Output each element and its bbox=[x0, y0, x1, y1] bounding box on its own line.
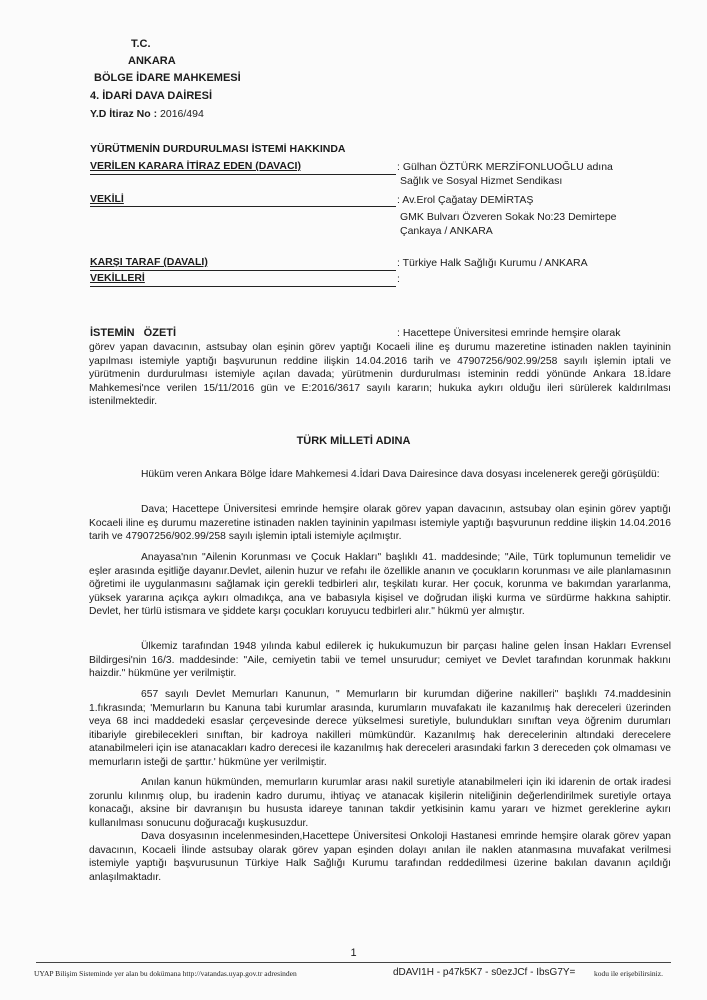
plaintiff-value: : Gülhan ÖZTÜRK MERZİFONLUOĞLU adına bbox=[397, 161, 613, 173]
defendant-attorneys-rule bbox=[90, 286, 396, 287]
defendant-attorneys-label: VEKİLLERİ bbox=[90, 272, 145, 284]
file-number bbox=[90, 108, 204, 120]
defendant-value: : Türkiye Halk Sağlığı Kurumu / ANKARA bbox=[397, 257, 588, 269]
attorney-value: : Av.Erol Çağatay DEMİRTAŞ bbox=[397, 194, 534, 206]
footer-code: dDAVI1H - p47k5K7 - s0ezJCf - IbsG7Y= bbox=[393, 967, 576, 978]
paragraph-3: Anayasa'nın "Ailenin Korunması ve Çocuk Hakları" başlıklı 41. maddesinde; "Aile, Türk toplumunun temelidir ve eşler arasında eşitliğe dayanır.Devlet, ailenin huzur ve refahı ile özellikle ananın ve çocukların korunması ve aile planlamasının öğretimi ile uygulanmasını sağlamak için gerekli tedbirleri alır, teşkilatı kurar. Her çocuk, korunma ve bakımdan yararlanma, yüksek yararına açıkça aykırı olmadıkça, ana ve babasıyla kişisel ve doğrudan ilişki kurma ve sürdürme hakkına sahiptir. Devlet, her türlü istismara ve şiddete karşı çocukları koruyucu tedbirleri alır." hükmü yer almıştır. bbox=[89, 552, 671, 617]
court-name: BÖLGE İDARE MAHKEMESİ bbox=[94, 72, 241, 84]
paragraph-1: Hüküm veren Ankara Bölge İdare Mahkemesi 4.İdari Dava Dairesince dava dosyası incelenerek gereği görüşüldü: bbox=[141, 469, 660, 480]
paragraph-6: Anılan kanun hükmünden, memurların kurumlar arası nakil suretiyle atanabilmeleri için iki idarenin de ortak iradesi zorunlu kılınmış olup, bu iradenin kadro durumu, ihtiyaç ve atanacak kişilerin niteliğinin değerlendirilmek suretiyle ortaya konacağı, aksine bir davranışın bu hususta idareye tanınan takdir yetkisinin kamu yararı ve hizmet gereklerine aykırı kullanılması sonucunu doğuracağı kuşkusuzdur. bbox=[89, 777, 671, 829]
plaintiff-value-line2: Sağlık ve Sosyal Hizmet Sendikası bbox=[400, 175, 563, 187]
plaintiff-rule bbox=[90, 174, 396, 175]
paragraph-5: 657 sayılı Devlet Memurları Kanunun, " Memurların bir kurumdan diğerine nakilleri" başlıklı 74.maddesinin 1.fıkrasında; 'Memurların bu Kanuna tabi kurumlar arasında, kurumların muvafakatı ile kazanılmış hak dereceleri üzerinden veya 68 inci maddedeki esaslar çerçevesinde derece yükselmesi suretiyle, bulundukları sınıftan veya öğrenim durumları itibariyle girebilecekleri sınıftan, bir kadroya nakilleri mümkündür. Kazanılmış hak derecelerinin altındaki derecelere atanabilmeleri için ise atanacakları kadro derecesi ile kazanılmış hak dereceleri arasındaki farkın 3 dereceden çok olmaması ve memurların isteği de şarttır.' hükmüne yer verilmiştir. bbox=[89, 689, 671, 768]
paragraph-7: Dava dosyasının incelenmesinden,Hacettepe Üniversitesi Onkoloji Hastanesi emrinde hemşire olarak görev yapan davacının, Kocaeli İlinde astsubay olarak görev yapan eşinden dolayı anılan ile naklen atanmasına muvafakat verilmesi istemiyle yaptığı başvurusunun Türkiye Halk Sağlığı Kurumu tarafından reddedilmesi üzerine bakılan davanın açıldığı anlaşılmaktadır. bbox=[89, 831, 671, 883]
page-number: 1 bbox=[350, 947, 357, 959]
file-number-label: Y.D İtiraz No : bbox=[90, 108, 158, 120]
defendant-rule bbox=[90, 270, 396, 271]
nation-heading: TÜRK MİLLETİ ADINA bbox=[296, 435, 411, 447]
paragraph-4: Ülkemiz tarafından 1948 yılında kabul edilerek iç hukukumuzun bir parçası haline gelen İnsan Hakları Evrensel Bildirgesi'nin 16/3. maddesinde: "Aile, cemiyetin tabii ve temel unsurudur; cemiyet ve Devlet tarafından korunmak hakkını haizdir." hükmüne yer verilmiştir. bbox=[89, 641, 671, 679]
objection-title-line2: VERİLEN KARARA İTİRAZ EDEN (DAVACI) bbox=[90, 160, 301, 172]
attorney-address-line1: GMK Bulvarı Özveren Sokak No:23 Demirtepe bbox=[400, 211, 617, 223]
summary-label: İSTEMİN ÖZETİ bbox=[90, 327, 177, 339]
defendant-attorneys-value: : bbox=[397, 273, 400, 285]
attorney-address-line2: Çankaya / ANKARA bbox=[400, 225, 493, 237]
attorney-label: VEKİLİ bbox=[90, 193, 124, 205]
footer-rule bbox=[36, 962, 671, 963]
objection-title-line1: YÜRÜTMENİN DURDURULMASI İSTEMİ HAKKINDA bbox=[90, 143, 346, 155]
summary-text: görev yapan davacının, astsubay olan eşinin görev yaptığı Kocaeli iline eş durumu mazeretine istinaden naklen tayininin yapılması istemiyle yaptığı başvurunun reddine ilişkin 14.04.2016 tarih ve 47907256/902.99/258 sayılı işlemin iptali ve yürütmenin durdurulması istemiyle açılan davada; yürütmenin durdurulması isteminin reddi yönünde Ankara 18.İdare Mahkemesi'nce verilen 15/11/2016 gün ve E:2016/3617 sayılı kararın; hukuka aykırı olduğu ileri sürülerek kaldırılması istenilmektedir. bbox=[89, 342, 671, 407]
summary-intro: : Hacettepe Üniversitesi emrinde hemşire olarak bbox=[397, 327, 621, 339]
footer-text: UYAP Bilişim Sisteminde yer alan bu dokümana http://vatandas.uyap.gov.tr adresinden bbox=[34, 969, 297, 978]
file-number-value: 2016/494 bbox=[160, 108, 204, 120]
defendant-label: KARŞI TARAF (DAVALI) bbox=[90, 256, 208, 268]
chamber-name: 4. İDARİ DAVA DAİRESİ bbox=[90, 90, 213, 102]
paragraph-2: Dava; Hacettepe Üniversitesi emrinde hemşire olarak görev yapan davacının, astsubay olan eşinin görev yaptığı Kocaeli iline eş durumu mazeretine istinaden naklen tayininin yapılması istemiyle yaptığı başvurunun reddine ilişkin 14.04.2016 tarih ve 47907256/902.99/258 sayılı işlemin iptali istemiyle açılmıştır. bbox=[89, 504, 671, 542]
city-label: ANKARA bbox=[128, 55, 176, 67]
tc-label: T.C. bbox=[131, 38, 151, 50]
attorney-rule bbox=[90, 206, 396, 207]
footer-suffix: kodu ile erişebilirsiniz. bbox=[594, 969, 663, 978]
